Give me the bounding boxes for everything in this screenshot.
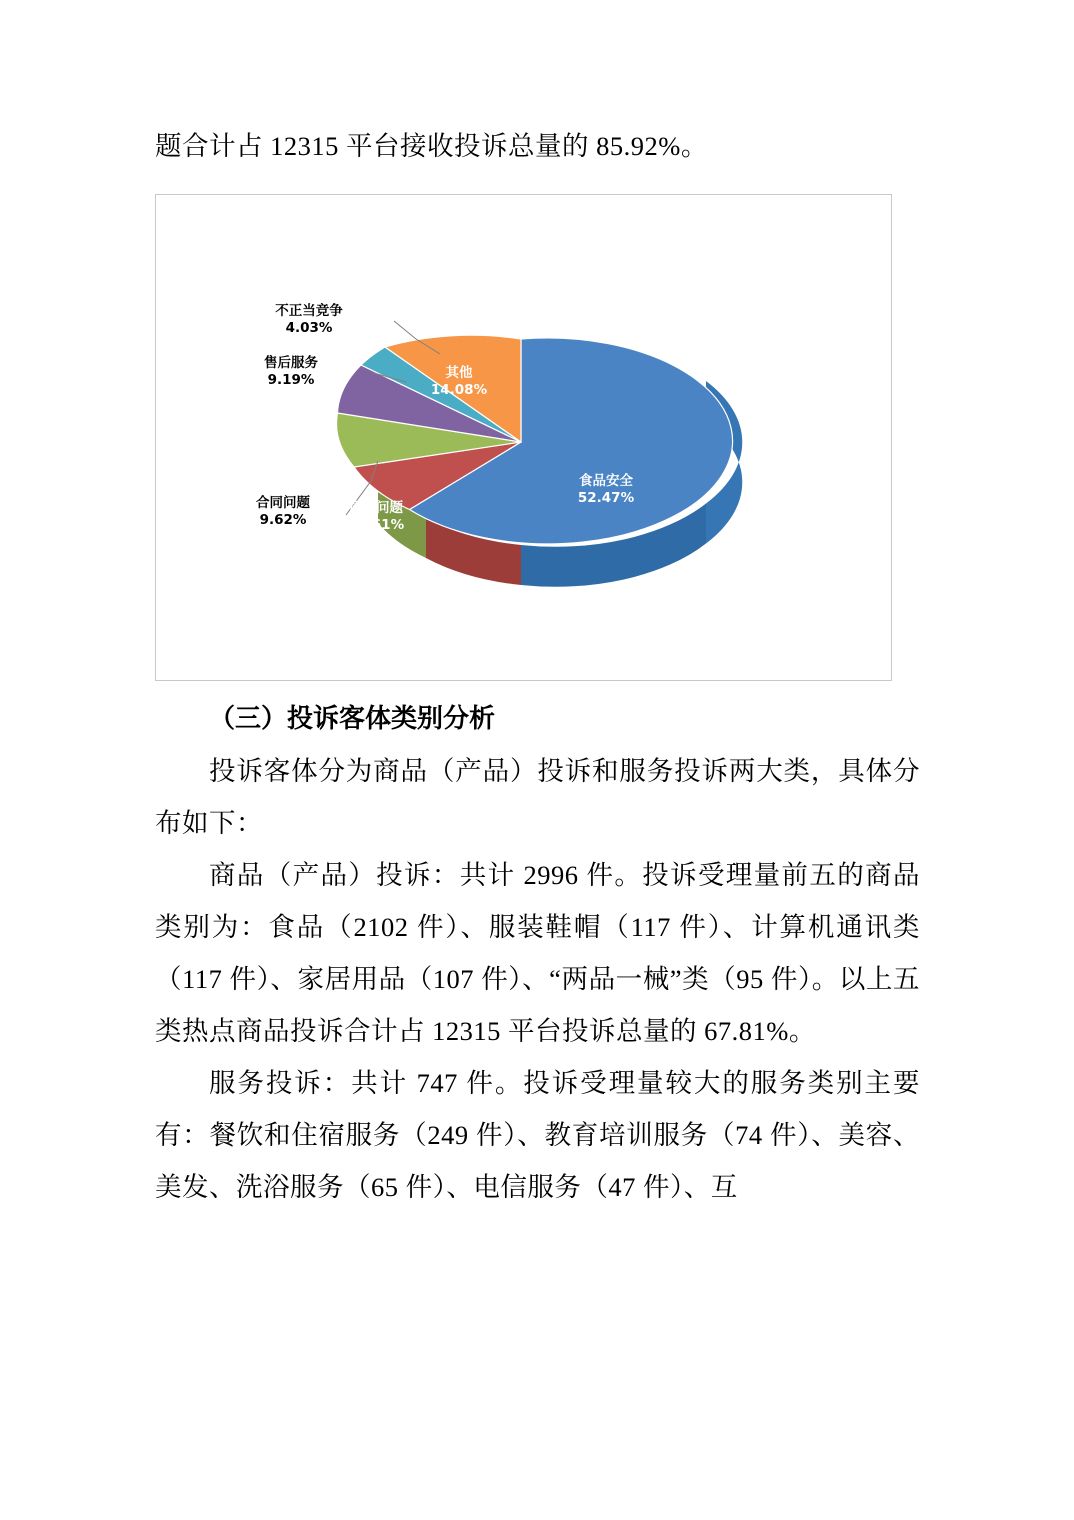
- paragraph-2: 商品（产品）投诉：共计 2996 件。投诉受理量前五的商品类别为：食品（2102 件）、服装鞋帽（117 件）、计算机通讯类（117 件）、家居用品（107 件）、“两品一械”类（95 件）。以上五类热点商品投诉合计占 12315 平台投诉总量的 67.81%。: [155, 860, 920, 1046]
- after-chart-text: [155, 693, 920, 1213]
- pie-label-food-safety: 食品安全 52.47%: [577, 473, 635, 506]
- paragraph-1: 投诉客体分为商品（产品）投诉和服务投诉两大类，具体分布如下：: [155, 756, 920, 838]
- pie-label-contract: 合同问题 9.62%: [256, 495, 310, 528]
- section-heading: （三）投诉客体类别分析: [209, 704, 496, 734]
- pie-label-unfair-competition: 不正当竞争 4.03%: [275, 303, 343, 336]
- pie-label-quality: 质量问题 10.61%: [347, 500, 405, 533]
- pie-graphic: [256, 255, 786, 635]
- top-paragraph: 题合计占 12315 平台接收投诉总量的 85.92%。: [155, 131, 708, 161]
- complaint-type-pie-chart: [155, 194, 892, 681]
- pie-label-after-sales: 售后服务 9.19%: [264, 355, 318, 388]
- paragraph-3: 服务投诉：共计 747 件。投诉受理量较大的服务类别主要有：餐饮和住宿服务（249 件）、教育培训服务（74 件）、美容、美发、洗浴服务（65 件）、电信服务（47 件）、互: [155, 1068, 920, 1202]
- document-content: [155, 120, 920, 1213]
- pie-label-other: 其他 14.08%: [430, 365, 488, 398]
